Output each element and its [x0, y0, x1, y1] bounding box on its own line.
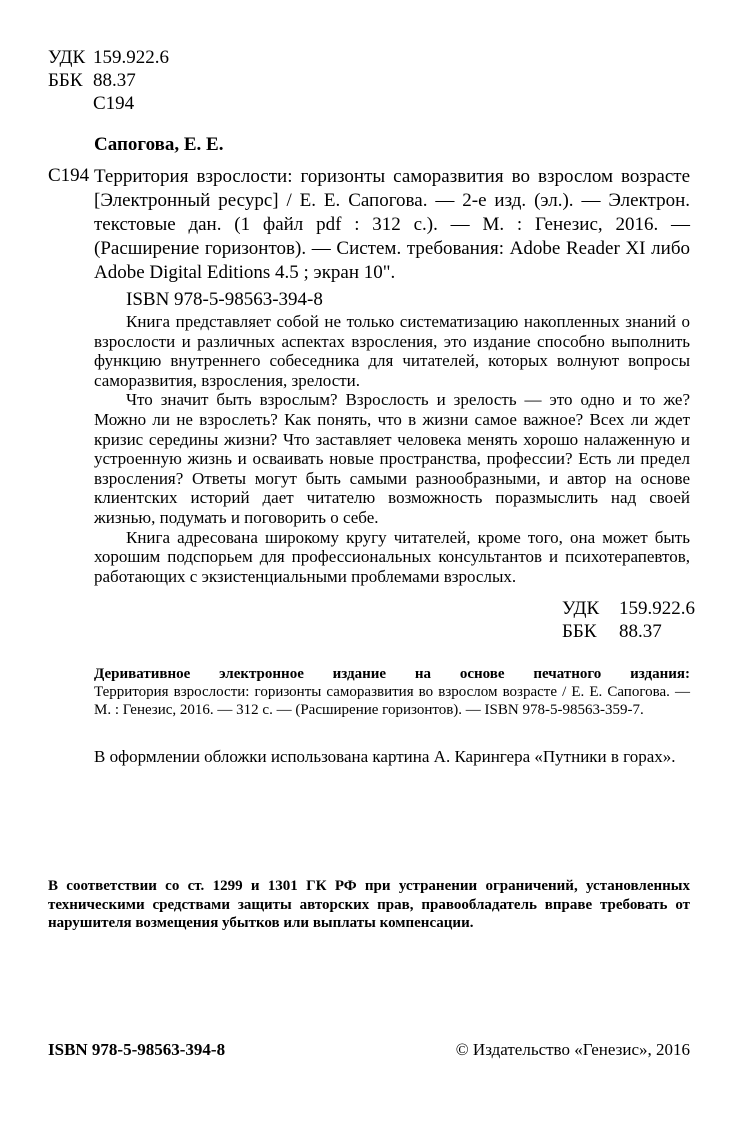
bbk-row: [48, 69, 169, 92]
record-isbn: ISBN 978-5-98563-394-8: [126, 289, 323, 310]
author-sign-row: [48, 92, 169, 115]
bbk-value: 88.37: [93, 70, 136, 91]
bbk-label: ББК: [48, 70, 83, 91]
top-classification-index: [48, 46, 169, 115]
bottom-classification-index: [562, 597, 695, 643]
bbk-value: 88.37: [619, 621, 662, 642]
udk-label: УДК: [48, 47, 86, 68]
cover-note: В оформлении обложки использована картина А. Карингера «Путники в горах».: [94, 747, 676, 766]
derivative-text: Территория взрослости: горизонты саморазвития во взрослом возрасте / Е. Е. Сапогова. — М. : Генезис, 2016. — 312 с. — (Расширение горизонтов). — ISBN 978-5-98563-359-7.: [94, 684, 690, 718]
annotation-paragraph: Книга представляет собой не только систематизацию накопленных знаний о взрослости и различных аспектах взросления, это издание способно выполнить функцию внутреннего собеседника для читателей, которых волнуют вопросы саморазвития, взросления, зрелости.: [94, 312, 690, 390]
udk-value: 159.922.6: [93, 47, 169, 68]
legal-notice: В соответствии со ст. 1299 и 1301 ГК РФ при устранении ограничений, установленных техническими средствами защиты авторских прав, правообладатель вправе требовать от нарушителя возмещения убытков или выплаты компенсации.: [48, 878, 690, 931]
derivative-edition-note: [94, 665, 690, 719]
record-description: Территория взрослости: горизонты саморазвития во взрослом возрасте [Электронный ресурс] / Е. Е. Сапогова. — 2-е изд. (эл.). — Электрон. текстовые дан. (1 файл pdf : 312 с.). — М. : Генезис, 2016. — (Расширение горизонтов). — Систем. требования: Adobe Reader XI либо Adobe Digital Editions 4.5 ; экран 10".: [94, 166, 690, 283]
annotation-paragraph: Книга адресована широкому кругу читателей, кроме того, она может быть хорошим подспорьем для профессиональных консультантов и психотерапевтов, работающих с экзистенциальными проблемами взрослых.: [94, 527, 690, 586]
annotation-paragraph: Что значит быть взрослым? Взрослость и зрелость — это одно и то же? Можно ли не взрослеть? Как понять, что в жизни самое важное? Всех ли ждет кризис середины жизни? Что заставляет человека менять хорошо налаженную и устроенную жизнь и осваивать новые пространства, профессии? Есть ли предел взросления? Ответы могут быть самыми разнообразными, и автор на основе клиентских историй дает читателю возможность поразмыслить над своей жизнью, подумать и поговорить о себе.: [94, 390, 690, 527]
annotation: [94, 312, 690, 586]
footer-copyright: © Издательство «Генезис», 2016: [455, 1040, 690, 1059]
udk-row: [562, 597, 695, 620]
author-sign: С194: [93, 93, 135, 114]
bbk-row: [562, 620, 695, 643]
udk-value: 159.922.6: [619, 598, 695, 619]
bbk-label: ББК: [562, 621, 597, 642]
record-author: Сапогова, Е. Е.: [94, 134, 224, 155]
footer-isbn: ISBN 978-5-98563-394-8: [48, 1040, 226, 1059]
derivative-heading: Деривативное электронное издание на основе печатного издания:: [94, 666, 690, 682]
record-cipher: С194: [48, 165, 90, 186]
udk-label: УДК: [562, 598, 600, 619]
udk-row: [48, 46, 169, 69]
